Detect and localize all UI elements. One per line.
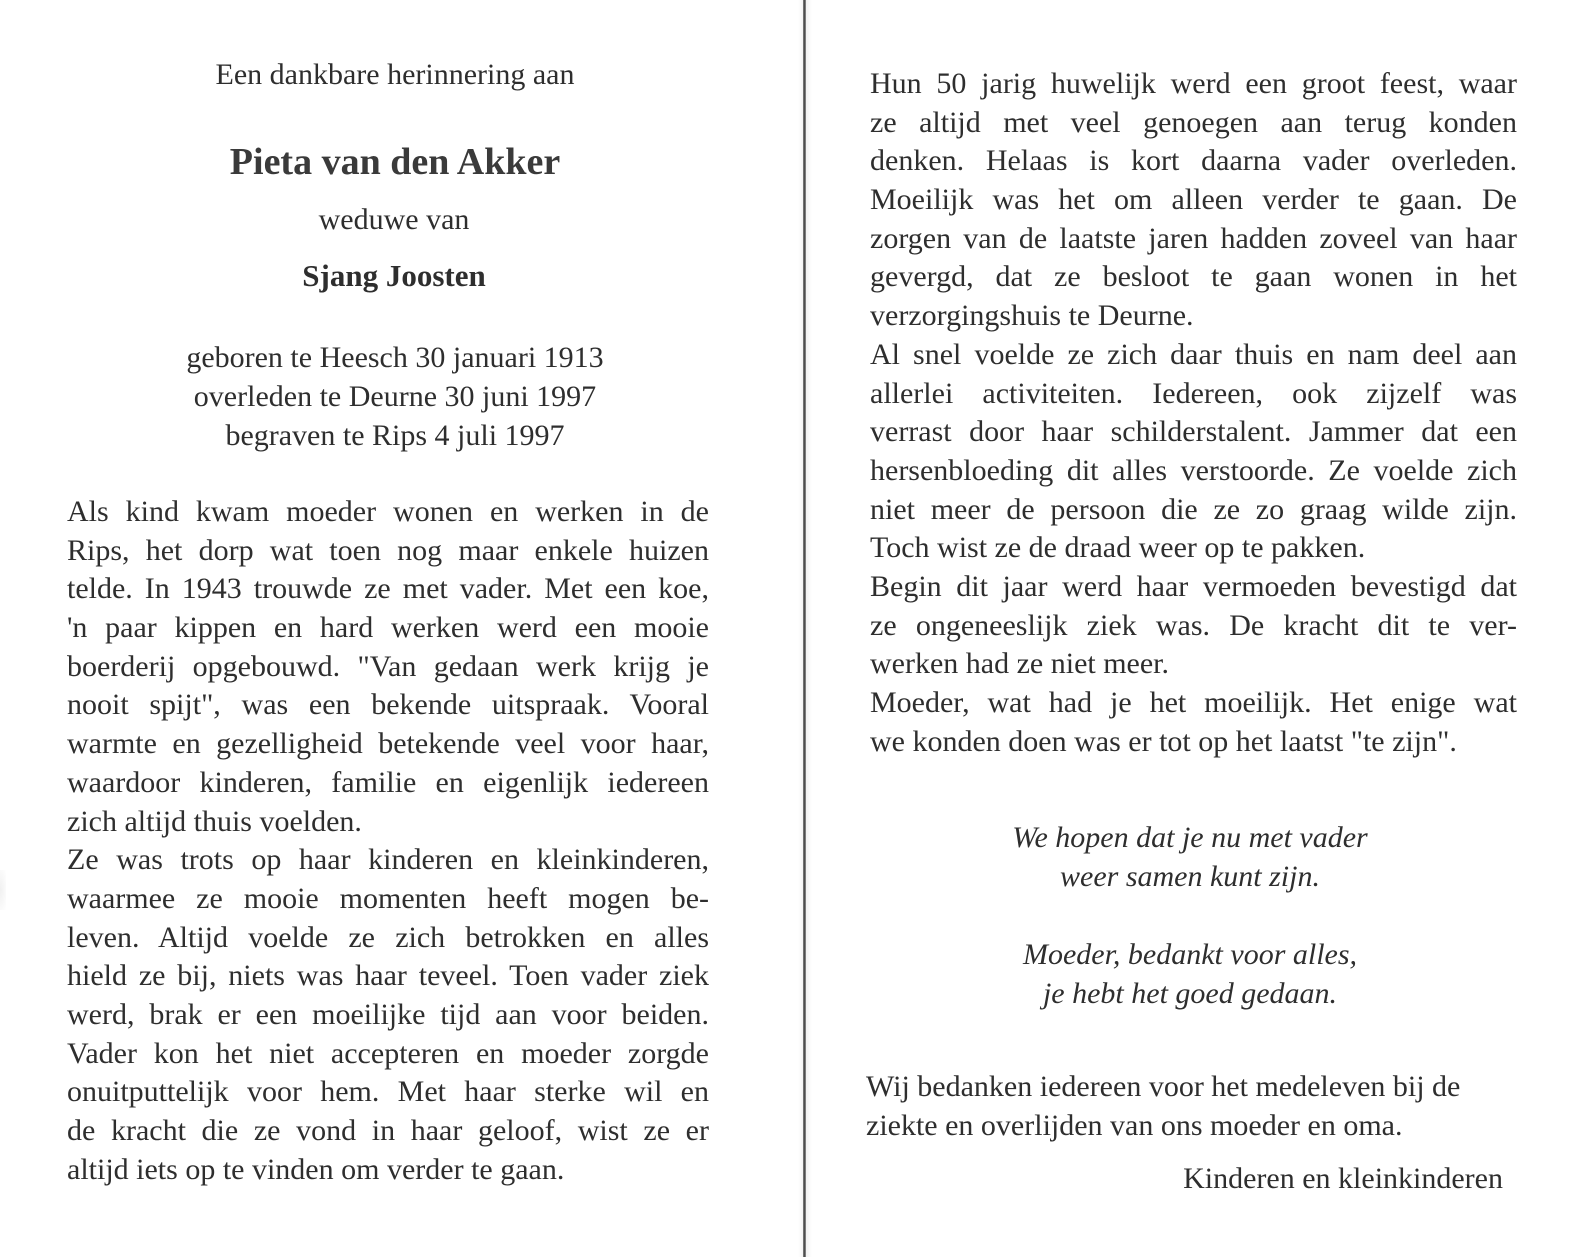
text-line: niet meer de persoon die ze zo graag wilde zijn. — [870, 492, 1517, 526]
card-fold-line — [803, 0, 806, 1257]
text-line: werd, brak er een moeilijke tijd aan voor beiden. — [67, 997, 709, 1031]
text-line: Ze was trots op haar kinderen en kleinkinderen, — [67, 843, 709, 877]
text-line: Toch wist ze de draad weer op te pakken. — [870, 531, 1366, 565]
text-line: verzorgingshuis te Deurne. — [870, 299, 1194, 333]
text-line: Hun 50 jarig huwelijk werd een groot feest, waar — [870, 67, 1517, 100]
poem-verse-1 — [880, 818, 1500, 896]
intro-line: Een dankbare herinnering aan — [215, 58, 575, 91]
text-line: verrast door haar schilderstalent. Jammer dat een — [870, 415, 1517, 449]
text-line: telde. In 1943 trouwde ze met vader. Met een koe, — [67, 572, 709, 606]
text-line: Moeilijk was het om alleen verder te gaan. De — [870, 183, 1517, 217]
text-line: Begin dit jaar werd haar vermoeden bevestigd dat — [870, 569, 1517, 603]
text-line: Rips, het dorp wat toen nog maar enkele huizen — [67, 533, 709, 567]
text-line: ze altijd met veel genoegen aan terug konden — [870, 105, 1517, 139]
text-line: de kracht die ze vond in haar geloof, wist ze er — [67, 1114, 709, 1147]
deceased-name: Pieta van den Akker — [229, 141, 561, 183]
text-line: Vader kon het niet accepteren en moeder zorgde — [67, 1036, 709, 1070]
text-line: onuitputtelijk voor hem. Met haar sterke wil en — [67, 1075, 709, 1109]
thanks-line: ziekte en overlijden van ons moeder en oma. — [866, 1109, 1403, 1142]
text-line: zorgen van de laatste jaren hadden zoveel van haar — [870, 221, 1517, 255]
text-line: nooit spijt", was een bekende uitspraak. Vooral — [67, 688, 709, 722]
thanks-note — [866, 1067, 1506, 1145]
signature: Kinderen en kleinkinderen — [1183, 1162, 1503, 1195]
death-line: overleden te Deurne 30 juni 1997 — [193, 380, 597, 413]
burial-line: begraven te Rips 4 juli 1997 — [225, 419, 565, 452]
text-line: hield ze bij, niets was haar teveel. Toen vader ziek — [67, 959, 709, 993]
text-line: gevergd, dat ze besloot te gaan wonen in het — [870, 260, 1517, 294]
text-line: hersenbloeding dit alles verstoorde. Ze voelde zich — [870, 453, 1517, 487]
poem-line: Moeder, bedankt voor alles, — [1022, 938, 1358, 971]
life-dates — [150, 338, 640, 455]
poem-line: weer samen kunt zijn. — [1060, 860, 1320, 893]
text-line: werken had ze niet meer. — [870, 647, 1170, 681]
text-line: ze ongeneeslijk ziek was. De kracht dit te ver- — [870, 608, 1517, 642]
text-line: waarmee ze mooie momenten heeft mogen be- — [67, 881, 709, 915]
text-line: altijd iets op te vinden om verder te gaan. — [67, 1152, 565, 1186]
thanks-line: Wij bedanken iedereen voor het medeleven bij de — [866, 1070, 1461, 1103]
birth-line: geboren te Heesch 30 januari 1913 — [186, 341, 604, 374]
text-line: allerlei activiteiten. Iedereen, ook zijzelf was — [870, 376, 1517, 410]
right-body-text — [870, 65, 1517, 761]
text-line: Al snel voelde ze zich daar thuis en nam deel aan — [870, 337, 1517, 371]
text-line: waardoor kinderen, familie en eigenlijk iedereen — [67, 765, 709, 799]
scan-speck — [0, 870, 6, 910]
left-body-text — [67, 493, 709, 1189]
poem-line: je hebt het goed gedaan. — [1042, 977, 1338, 1010]
text-line: leven. Altijd voelde ze zich betrokken en alles — [67, 920, 709, 954]
text-line: Moeder, wat had je het moeilijk. Het enige wat — [870, 686, 1517, 719]
text-line: Als kind kwam moeder wonen en werken in de — [67, 495, 709, 528]
text-line: boerderij opgebouwd. "Van gedaan werk krijg je — [67, 649, 709, 683]
text-line: we konden doen was er tot op het laatst "te zijn". — [870, 724, 1457, 758]
poem-line: We hopen dat je nu met vader — [1012, 821, 1368, 854]
text-line: warmte en gezelligheid betekende veel voor haar, — [67, 727, 709, 761]
husband-name: Sjang Joosten — [302, 258, 486, 293]
text-line: zich altijd thuis voelden. — [67, 804, 362, 838]
text-line: denken. Helaas is kort daarna vader overleden. — [870, 144, 1517, 178]
widow-of-line: weduwe van — [318, 203, 470, 236]
poem-verse-2 — [880, 935, 1500, 1013]
text-line: 'n paar kippen en hard werken werd een mooie — [67, 611, 709, 645]
